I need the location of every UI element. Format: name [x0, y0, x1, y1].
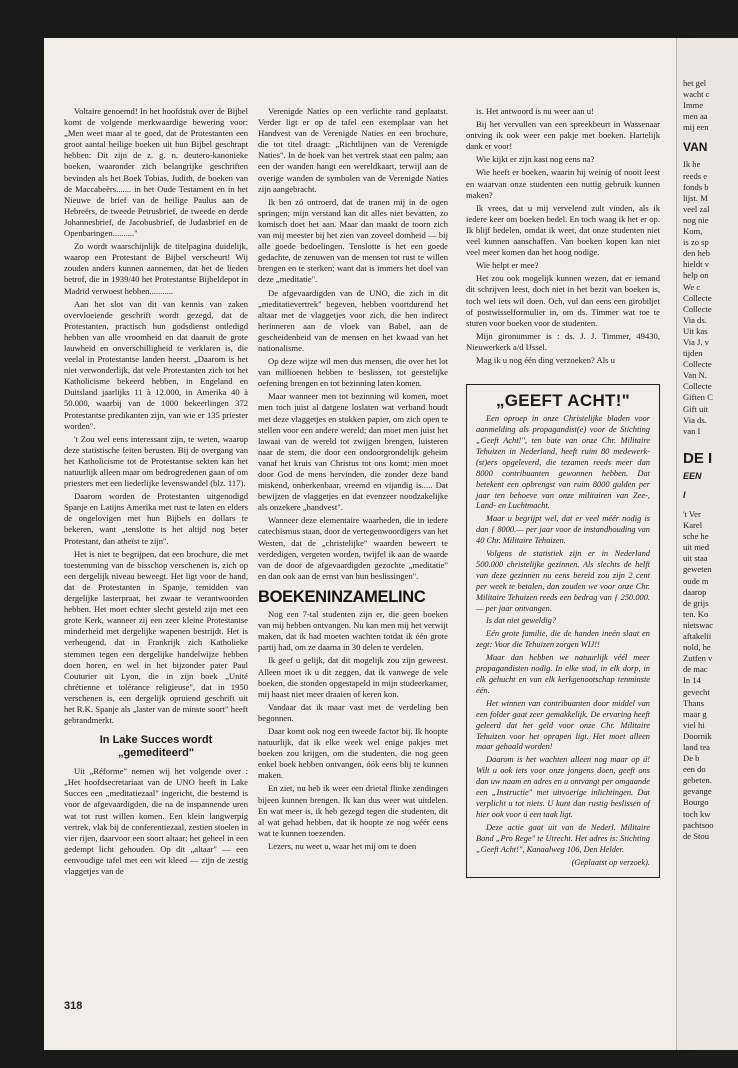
text-line: Doornik — [683, 730, 712, 741]
paragraph: Verenigde Naties op een verlichte rand geplaatst. Verder ligt er op de tafel een exemplaar van het Handvest van de Verenigde Naties en een brochure, die tot titel draagt: „Richtlijnen van de Verenigde Naties". In de hoek van het vertrek staat een palm; aan een der wanden hangt een wereldkaart, terwijl aan de overige wanden de symbolen van de Verenigde Naties zijn aangebracht. — [258, 106, 448, 194]
text-line: hieldt v — [683, 259, 710, 270]
paragraph: Een oproep in onze Christelijke bladen voor aanmelding als propagandist(e) voor de Stichting „Geeft Acht!", ten bate van onze Chr. Militaire Tehuizen in Nederland, heeft ruim 80 medewerk-(st)ers opgeleverd, die tezamen reeds meer dan 8000 contribuanten gewonnen hebben. Dat betekent een opbrengst van ruim 8000 gulden per jaar ten behoeve van onze militairen van Zee-, Land- en Luchtmacht. — [476, 414, 650, 511]
notice-title: „GEEFT ACHT!" — [495, 391, 631, 411]
paragraph: Maar dan hebben we natuurlijk véél meer propagandisten nodig. In elke stad, in elk dorp, in elk gehucht en van elk kerkgenootschap tenminste één. — [476, 653, 650, 695]
column-2 — [258, 106, 448, 852]
text-line: oude m — [683, 575, 709, 586]
text-line: een do — [683, 764, 706, 775]
text-line: veel zal — [683, 203, 710, 214]
facing-subheading-2: I — [683, 489, 686, 500]
text-line: van I — [683, 425, 701, 436]
text-line: nog nie — [683, 214, 709, 225]
text-line: den heb — [683, 248, 710, 259]
text-line: maar g — [683, 708, 707, 719]
text-line: gebeten. — [683, 775, 712, 786]
subheading-line-1: In Lake Succes wordt — [99, 734, 213, 747]
text-line: We c — [683, 281, 701, 292]
text-line: De b — [683, 753, 700, 764]
text-line: uit med — [683, 542, 710, 553]
paragraph: Daarom worden de Protestanten uitgenodigd Spanje en Latijns Amerika met rust te laten en elders de ongelovigen met hun Bijbels en dollars te bekeren, want „tenslotte is het altijd nog beter Protestant, dan atheïst te zijn". — [64, 491, 248, 546]
paragraph: Wie heeft er boeken, waarin hij weinig of nooit leest en waarvan onze studenten een nuttig gebruik kunnen maken? — [466, 167, 660, 200]
text-line: sche he — [683, 531, 709, 542]
text-line: aftakelii — [683, 631, 712, 642]
text-line: Zutfen v — [683, 653, 713, 664]
paragraph: Uit „Réforme" nemen wij het volgende over : „Het hoofdsecretariaat van de UNO heeft in Lake Succes een „meditatiezaal" ingericht, die bestemd is voor de afgevaardigden, die na de inspannende uren wat tot rust willen komen. Een klein langwerpig vertrek, vlak bij de conferentiezaal, zestien stoelen in vier rijen, daarvoor een soort altaar; het geheel in een gedempt licht gehouden. Op dit „altaar" — een eenvoudige tafel met een wit kleed — zijn de zestig vlaggetjes van de — [64, 766, 248, 876]
paragraph: Mag ik u nog één ding verzoeken? Als u — [476, 354, 615, 365]
text-line: men aa — [683, 111, 708, 122]
facing-heading-2: DE I — [683, 449, 713, 467]
text-line: gevange — [683, 786, 712, 797]
text-line: Via J. v — [683, 336, 709, 347]
facing-page-edge — [676, 38, 738, 1050]
text-line: gevecht — [683, 686, 710, 697]
text-line: Bourgo — [683, 797, 709, 808]
paragraph: En ziet, nu heb ik weer een drietal flinke zendingen bijeen kunnen brengen. Ik kan dus weer wat uitdelen. En wat meer is, ik heb gezegd tegen die studenten, dit al wat gehad hebben, dat ik hoopte ze nog wéér eens wat te kunnen toezenden. — [258, 783, 448, 838]
text-line: uit staa — [683, 553, 708, 564]
text-line: Collecte — [683, 303, 712, 314]
text-line: Kom, — [683, 226, 703, 237]
notice-credit: (Geplaatst op verzoek). — [571, 857, 650, 867]
text-line: het gel — [683, 78, 707, 88]
text-line: Karel — [683, 520, 703, 531]
facing-heading: VAN — [683, 140, 708, 155]
paragraph: is. Het antwoord is nu weer aan u! — [476, 106, 594, 116]
paragraph: Is dat niet geweldig? — [486, 616, 557, 626]
paragraph: Mijn gironummer is : ds. J. J. Timmer, 49430, Nieuwerkerk a/d IJssel. — [466, 330, 660, 352]
paragraph: Maar u begrijpt wel, dat er veel méér nodig is dan ƒ 8000.— per jaar voor de instandhouding van 40 Chr. Militaire Tehuizen. — [476, 514, 650, 546]
text-line: Via ds. — [683, 414, 707, 425]
paragraph: Wie kijkt er zijn kast nog eens na? — [476, 154, 595, 165]
paragraph: 't Zou wel eens interessant zijn, te weten, waarop deze statistische feiten berusten. Bij de overgang van het Katholicisme tot de Protestantse sekten kan het natuurlijk alleen maar om bedrogredenen gaan of om priesters met een liederlijke levenswandel (blz. 117). — [64, 433, 248, 489]
paragraph: Het zou ook mogelijk kunnen wezen, dat er iemand dit schrijven leest, doch niet in het bezit van boeken is, toch wel iets wil doen. Och, vul dan eens een girobiljet of postwisselformulier in, om ds. Timmer wat toe te sturen voor boeken voor de studenten. — [466, 273, 660, 328]
text-line: Via ds. — [683, 314, 707, 325]
text-line: fonds b — [683, 181, 709, 192]
text-line: land tea — [683, 741, 710, 752]
paragraph: Daarom is het wachten alleen nog maar op ú! Wilt u ook iets voor onze jongens doen, geeft ons dan uw naam en adres en u ontvangt per omgaande een „Instructie" met uitvoerige inlichtingen. Dat verplicht u tot niets. U kunt dan rustig beslissen of hier ook voor ú een taak ligt. — [476, 755, 650, 819]
paragraph: Zo wordt waarschijnlijk de titelpagina duidelijk, waarop een Protestant de Bijbel verscheurt! Wij zouden anders kunnen aannemen, dat het de lieden betrof, die in 1939/40 het Protestantse Bijbeldepot in Madrid verwoest hebben........... — [64, 241, 248, 296]
text-line: toch kw — [683, 808, 711, 819]
paragraph: Nog een 7-tal studenten zijn er, die geen boeken van mij hebben ontvangen. Nu kan men mij het verwijt maken, dat ik had moeten wachten totdat ik één grote partij had, om ze daarna in 30 delen te verdelen. — [258, 609, 448, 653]
paragraph: Het winnen van contribuanten door middel van een folder gaat zeer gemakkelijk. De ervaring heeft geleerd dat het geld voor onze Chr. Militaire Tehuizen voor het oprapen ligt. Het moet alleen maar gehaald worden! — [476, 698, 650, 752]
facing-page-text — [683, 78, 738, 842]
text-line: Thans — [683, 697, 705, 708]
paragraph: Lezers, nu weet u, waar het mij om te doen — [268, 840, 417, 851]
page-number: 318 — [64, 1000, 83, 1012]
paragraph: Ik ben zó ontroerd, dat de tranen mij in de ogen springen; mijn verstand kan dit alles niet bevatten, zo komisch doet het aan. Maar dan maakt de toorn zich van mij meester bij het zien van zoveel domheid — bij alle goede bedoelingen. Tenslotte is het een goede gedachte, de zenuwen van de mensen tot rust te willen brengen en te sterken; want dat is immers het doel van deze „meditatie". — [258, 196, 448, 285]
text-line: viel hi — [683, 719, 705, 730]
text-line: tijden — [683, 348, 703, 359]
text-line: reeds e — [683, 170, 708, 181]
text-line: Van N. — [683, 370, 707, 381]
paragraph: De afgevaardigden van de UNO, die zich in dit „meditatievertrek" begeven, hebben voortdurend het altaar met de vlaggetjes voor zich, die hen indirect herinneren aan de vloek van Babel, aan de gescheidenheid van de mensen en het kwaad van het nationalisme. — [258, 287, 448, 353]
text-line: Collecte — [683, 292, 712, 303]
text-line: nold, he — [683, 642, 711, 653]
notice-box — [466, 384, 660, 878]
text-line: Collecte — [683, 381, 712, 392]
text-line: is zo sp — [683, 237, 709, 248]
subheading-line-2: „gemediteerd" — [117, 747, 195, 760]
text-line: de mac — [683, 664, 708, 675]
text-line: geweten — [683, 564, 712, 575]
paragraph: Vandaar dat ik maar vast met de verdeling ben begonnen. — [258, 701, 448, 723]
paragraph: Bij het vervullen van een spreekbeurt in Wassenaar ontving ik ook weer een pakje met boeken. Hartelijk dank er voor! — [466, 119, 660, 152]
text-line: Collecte — [683, 359, 712, 370]
text-line: wacht c — [683, 89, 710, 100]
text-line: Giften C — [683, 392, 713, 403]
magazine-page — [44, 38, 684, 1050]
text-line: de grijs — [683, 597, 709, 608]
paragraph: Op deze wijze wil men dus mensen, die over het lot van millioenen hebben te beslissen, tot geestelijke oefening brengen en tot bezinning laten komen. — [258, 356, 448, 389]
text-line: help on — [683, 270, 709, 281]
text-line: 't Ver — [683, 509, 701, 519]
text-line: Uit kas — [683, 325, 708, 336]
text-line: de Stou — [683, 830, 710, 841]
paragraph: Maar wanneer men tot bezinning wil komen, moet men toch juist al datgene loslaten wat verband houdt met deze vlaggetjes en stukken papier, om zich open te stellen voor een andere wereld; dan moet men juist het lawaai van de wereld tot zwijgen brengen, luisteren naar de stem, die door een ondoorgrondelijk geheim vanaf het kruis van Christus tot ons komt; men moet door God de mens hervinden, die zonder deze band miskend, onherkenbaar, vreemd en vijandig is..... Dat bewijzen de vlaggetjes en dat evenzeer noodzakelijke als onzekere „handvest". — [258, 391, 448, 513]
paragraph: Aan het slot van dit van kennis van zaken overvloeiende geschrift wordt gezegd, dat de Protestanten, practisch hun godsdienst ontledigd hebben van alle vroomheid en dat daaruit de grote lauwheid en onverschilligheid te verklaren is, die veelal in Protestantse landen heerst. „Daarom is het niet verwonderlijk, dat vele Protestanten zich tot het Katholicisme bekeerd hebben, in Engeland en Duitsland jaarlijks 11 à 12.000, in Amerika 40 à 50.000, waarbij van de 1000 bekeerlingen 372 Protestantse predikanten zijn, van wie er 135 priester worden". — [64, 298, 248, 431]
text-line: Gift uit — [683, 403, 709, 414]
text-line: In 14 — [683, 675, 701, 686]
paragraph: Eén grote familie, die de handen ineén slaat en zegt: Voor die Tehuizen zorgen WIJ!! — [476, 629, 650, 650]
column-3 — [466, 106, 660, 878]
paragraph: Het is niet te begrijpen, dat een brochure, die met toestemming van de bisschop verschenen is, zich op een dergelijk niveau beweegt. Het ligt voor de hand, dat de Protestanten in Spanje, temidden van dergelijke lasterpraat, het zwaar te verantwoorden hebben. Het moet echter slecht gesteld zijn met een grote Kerk, wanneer zij een zeer kleine Protestantse minderheid met dergelijke wapenen bestrijdt. Het is verheugend, dat in Frankrijk zich Katholieke stemmen tegen een dergelijke handelwijze hebben doen horen, en wel in het bijzonder pater Paul Couturier uit Lyon, die in zijn boek „Unité chrétienne et tolérance religieuse", dat in 1950 verschenen is, een dergelijk opruiend geschrift uit het R.K. Spanje als „laster van de minste soort" heeft gebrandmerkt. — [64, 548, 248, 726]
facing-subheading: EEN — [683, 470, 702, 481]
paragraph: Daar komt ook nog een tweede factor bij. Ik hoopte natuurlijk, dat ik elke week wel enige pakjes met boeken zou krijgen, om die studenten, die nog geen enkel boek hebben ontvangen, óók eens blij te kunnen maken. — [258, 725, 448, 781]
paragraph: Volgens de statistiek zijn er in Nederland 500.000 christelijke gezinnen. Als slechts de helft van deze gezinnen nu eens bereid zou zijn 2 cent per week te betalen, dan zouden we voor onze Chr. Militaire Tehuizen reeds een bedrag van ƒ 250.000.— per jaar ontvangen. — [476, 549, 650, 613]
text-line: Imme — [683, 100, 704, 111]
paragraph: Deze actie gaat uit van de Nederl. Militaire Bond „Pro Rege" te Utrecht. Het adres is: Stichting „Geeft Acht!", Kanaalweg 106, Den Helder. — [476, 822, 650, 854]
paragraph: Ik vrees, dat u mij vervelend zult vinden, als ik iedere keer om boeken bedel. En toch waag ik het er op. Ik blijf bedelen, omdat ik weet, dat onze studenten niet veel kunnen aanschaffen. Van boeken kopen kan niet veel meer komen dan het hoog nodige. — [466, 202, 660, 258]
text-line: nietswac — [683, 619, 714, 630]
text-line: lijst. M — [683, 192, 708, 203]
paragraph: Ik geef u gelijk, dat dit mogelijk zou zijn geweest. Alleen moet ik u dit zeggen, dat ik vanwege de vele boeken, die stonden opgestapeld in mijn studeerkamer, mij haast niet meer draaien of keren kon. — [258, 655, 448, 699]
article-heading: BOEKENINZAMELINC — [258, 587, 426, 606]
column-1 — [64, 106, 248, 877]
paragraph: Voltaire genoemd! In het hoofdstuk over de Bijbel komt de volgende merkwaardige bewering voor: „Men weet maar al te goed, dat de Protestanten een groot aantal heilige boeken uit hun Bijbel geschrapt hebben: Dit zijn de z. g. n. deutero-kanonieke boeken, waaronder zich belangrijke geschriften bevinden als het Boek Tobias, Judith, de boeken van de Maccabeërs....... in het Oude Testament en in het Nieuwe de brief van de heilige Paulus aan de Hebreërs, de tweede Petrusbrief, de tweede en derde Johannesbrief, de Jacobusbrief, de Judasbrief en de Openbaringen.........." — [64, 106, 248, 239]
text-line: mij een — [683, 122, 709, 133]
section-subheading — [64, 734, 248, 760]
paragraph: Wanneer deze elementaire waarheden, die in iedere catechismus staan, door de vertegenwoordigers van het Westen, dat de „christelijke" waarden beweert te verdedigen, vergeten worden, twijfel ik aan de waarde van de door de afgevaardigden gezochte „meditatie" en dan ook aan de ernst van hun beslissingen". — [258, 515, 448, 581]
text-line: daarop — [683, 586, 707, 597]
text-line: Ik he — [683, 159, 701, 170]
text-line: pachtsoo — [683, 819, 714, 830]
text-line: ten. Ko — [683, 608, 709, 619]
paragraph: Wie helpt er mee? — [476, 260, 539, 271]
